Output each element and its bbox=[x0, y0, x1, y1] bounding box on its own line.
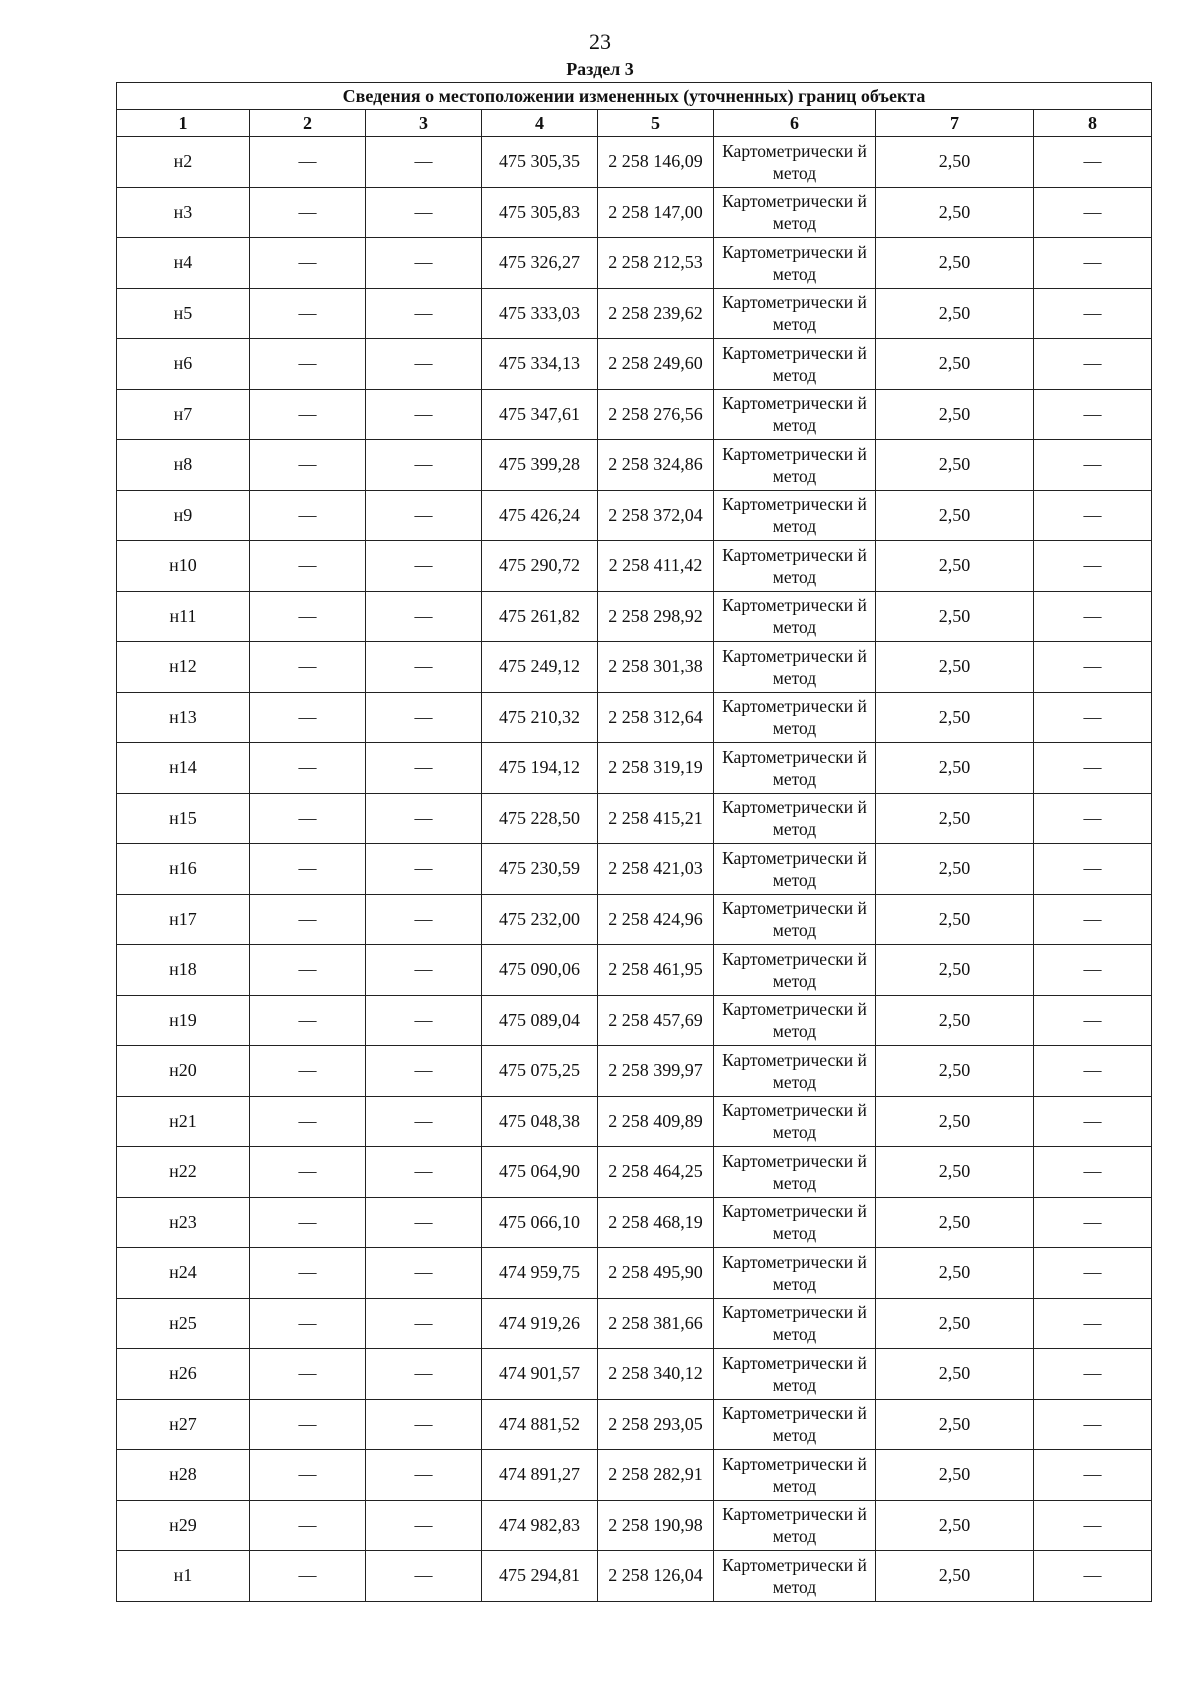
table-row bbox=[117, 692, 1152, 743]
column-header-2: 2 bbox=[250, 110, 366, 137]
x-coordinate-cell: 475 333,03 bbox=[482, 288, 598, 339]
empty-col8-cell: — bbox=[1034, 1248, 1152, 1299]
column-header-6: 6 bbox=[714, 110, 876, 137]
y-coordinate-cell: 2 258 239,62 bbox=[598, 288, 714, 339]
y-coordinate-cell: 2 258 411,42 bbox=[598, 541, 714, 592]
method-cell: Картометрически й метод bbox=[714, 541, 876, 592]
x-coordinate-cell: 475 261,82 bbox=[482, 591, 598, 642]
empty-col3-cell: — bbox=[366, 1450, 482, 1501]
x-coordinate-cell: 475 399,28 bbox=[482, 440, 598, 491]
empty-col8-cell: — bbox=[1034, 288, 1152, 339]
empty-col2-cell: — bbox=[250, 642, 366, 693]
table-row bbox=[117, 945, 1152, 996]
empty-col2-cell: — bbox=[250, 1147, 366, 1198]
point-label-cell: н22 bbox=[117, 1147, 250, 1198]
empty-col3-cell: — bbox=[366, 1248, 482, 1299]
empty-col8-cell: — bbox=[1034, 238, 1152, 289]
empty-col8-cell: — bbox=[1034, 995, 1152, 1046]
empty-col8-cell: — bbox=[1034, 1147, 1152, 1198]
accuracy-cell: 2,50 bbox=[876, 844, 1034, 895]
empty-col2-cell: — bbox=[250, 793, 366, 844]
method-cell: Картометрически й метод bbox=[714, 1046, 876, 1097]
empty-col3-cell: — bbox=[366, 1349, 482, 1400]
table-row bbox=[117, 187, 1152, 238]
empty-col2-cell: — bbox=[250, 288, 366, 339]
y-coordinate-cell: 2 258 147,00 bbox=[598, 187, 714, 238]
x-coordinate-cell: 475 230,59 bbox=[482, 844, 598, 895]
x-coordinate-cell: 475 075,25 bbox=[482, 1046, 598, 1097]
point-label-cell: н26 bbox=[117, 1349, 250, 1400]
empty-col2-cell: — bbox=[250, 1046, 366, 1097]
y-coordinate-cell: 2 258 301,38 bbox=[598, 642, 714, 693]
point-label-cell: н10 bbox=[117, 541, 250, 592]
accuracy-cell: 2,50 bbox=[876, 187, 1034, 238]
empty-col3-cell: — bbox=[366, 692, 482, 743]
method-cell: Картометрически й метод bbox=[714, 945, 876, 996]
empty-col2-cell: — bbox=[250, 389, 366, 440]
page-number: 23 bbox=[589, 29, 611, 54]
y-coordinate-cell: 2 258 276,56 bbox=[598, 389, 714, 440]
method-cell: Картометрически й метод bbox=[714, 844, 876, 895]
empty-col8-cell: — bbox=[1034, 541, 1152, 592]
point-label-cell: н27 bbox=[117, 1399, 250, 1450]
boundary-coordinates-table bbox=[116, 82, 1152, 1602]
y-coordinate-cell: 2 258 399,97 bbox=[598, 1046, 714, 1097]
point-label-cell: н2 bbox=[117, 137, 250, 188]
empty-col2-cell: — bbox=[250, 238, 366, 289]
point-label-cell: н6 bbox=[117, 339, 250, 390]
method-cell: Картометрически й метод bbox=[714, 288, 876, 339]
point-label-cell: н20 bbox=[117, 1046, 250, 1097]
accuracy-cell: 2,50 bbox=[876, 1046, 1034, 1097]
point-label-cell: н3 bbox=[117, 187, 250, 238]
accuracy-cell: 2,50 bbox=[876, 1197, 1034, 1248]
table-row bbox=[117, 591, 1152, 642]
empty-col2-cell: — bbox=[250, 490, 366, 541]
empty-col3-cell: — bbox=[366, 339, 482, 390]
empty-col2-cell: — bbox=[250, 541, 366, 592]
y-coordinate-cell: 2 258 415,21 bbox=[598, 793, 714, 844]
empty-col2-cell: — bbox=[250, 1248, 366, 1299]
y-coordinate-cell: 2 258 126,04 bbox=[598, 1551, 714, 1602]
empty-col3-cell: — bbox=[366, 894, 482, 945]
x-coordinate-cell: 475 089,04 bbox=[482, 995, 598, 1046]
y-coordinate-cell: 2 258 282,91 bbox=[598, 1450, 714, 1501]
accuracy-cell: 2,50 bbox=[876, 541, 1034, 592]
accuracy-cell: 2,50 bbox=[876, 1147, 1034, 1198]
table-row bbox=[117, 995, 1152, 1046]
method-cell: Картометрически й метод bbox=[714, 137, 876, 188]
y-coordinate-cell: 2 258 324,86 bbox=[598, 440, 714, 491]
table-row bbox=[117, 339, 1152, 390]
y-coordinate-cell: 2 258 319,19 bbox=[598, 743, 714, 794]
table-row bbox=[117, 490, 1152, 541]
empty-col8-cell: — bbox=[1034, 137, 1152, 188]
table-row bbox=[117, 541, 1152, 592]
table-row bbox=[117, 1197, 1152, 1248]
empty-col8-cell: — bbox=[1034, 440, 1152, 491]
table-row bbox=[117, 844, 1152, 895]
method-cell: Картометрически й метод bbox=[714, 1349, 876, 1400]
x-coordinate-cell: 474 982,83 bbox=[482, 1500, 598, 1551]
method-cell: Картометрически й метод bbox=[714, 1500, 876, 1551]
method-cell: Картометрически й метод bbox=[714, 1096, 876, 1147]
table-row bbox=[117, 137, 1152, 188]
method-cell: Картометрически й метод bbox=[714, 1147, 876, 1198]
y-coordinate-cell: 2 258 212,53 bbox=[598, 238, 714, 289]
point-label-cell: н18 bbox=[117, 945, 250, 996]
accuracy-cell: 2,50 bbox=[876, 945, 1034, 996]
column-header-4: 4 bbox=[482, 110, 598, 137]
empty-col2-cell: — bbox=[250, 1349, 366, 1400]
table-row bbox=[117, 743, 1152, 794]
method-cell: Картометрически й метод bbox=[714, 490, 876, 541]
method-cell: Картометрически й метод bbox=[714, 1298, 876, 1349]
x-coordinate-cell: 475 228,50 bbox=[482, 793, 598, 844]
x-coordinate-cell: 474 919,26 bbox=[482, 1298, 598, 1349]
x-coordinate-cell: 474 891,27 bbox=[482, 1450, 598, 1501]
empty-col2-cell: — bbox=[250, 440, 366, 491]
method-cell: Картометрически й метод bbox=[714, 692, 876, 743]
empty-col3-cell: — bbox=[366, 440, 482, 491]
point-label-cell: н29 bbox=[117, 1500, 250, 1551]
table-row bbox=[117, 1046, 1152, 1097]
y-coordinate-cell: 2 258 468,19 bbox=[598, 1197, 714, 1248]
column-header-7: 7 bbox=[876, 110, 1034, 137]
table-body bbox=[117, 137, 1152, 1602]
section-title: Раздел 3 bbox=[566, 59, 634, 79]
accuracy-cell: 2,50 bbox=[876, 490, 1034, 541]
accuracy-cell: 2,50 bbox=[876, 1551, 1034, 1602]
accuracy-cell: 2,50 bbox=[876, 1450, 1034, 1501]
accuracy-cell: 2,50 bbox=[876, 1298, 1034, 1349]
method-cell: Картометрически й метод bbox=[714, 995, 876, 1046]
empty-col8-cell: — bbox=[1034, 1450, 1152, 1501]
empty-col2-cell: — bbox=[250, 1096, 366, 1147]
x-coordinate-cell: 475 347,61 bbox=[482, 389, 598, 440]
table-row bbox=[117, 1551, 1152, 1602]
empty-col8-cell: — bbox=[1034, 490, 1152, 541]
table-row bbox=[117, 1399, 1152, 1450]
accuracy-cell: 2,50 bbox=[876, 440, 1034, 491]
column-header-3: 3 bbox=[366, 110, 482, 137]
y-coordinate-cell: 2 258 381,66 bbox=[598, 1298, 714, 1349]
empty-col3-cell: — bbox=[366, 490, 482, 541]
y-coordinate-cell: 2 258 190,98 bbox=[598, 1500, 714, 1551]
x-coordinate-cell: 475 294,81 bbox=[482, 1551, 598, 1602]
accuracy-cell: 2,50 bbox=[876, 591, 1034, 642]
empty-col8-cell: — bbox=[1034, 187, 1152, 238]
empty-col3-cell: — bbox=[366, 288, 482, 339]
accuracy-cell: 2,50 bbox=[876, 692, 1034, 743]
accuracy-cell: 2,50 bbox=[876, 389, 1034, 440]
method-cell: Картометрически й метод bbox=[714, 1197, 876, 1248]
empty-col3-cell: — bbox=[366, 995, 482, 1046]
y-coordinate-cell: 2 258 424,96 bbox=[598, 894, 714, 945]
empty-col3-cell: — bbox=[366, 1551, 482, 1602]
accuracy-cell: 2,50 bbox=[876, 1500, 1034, 1551]
x-coordinate-cell: 475 064,90 bbox=[482, 1147, 598, 1198]
y-coordinate-cell: 2 258 298,92 bbox=[598, 591, 714, 642]
accuracy-cell: 2,50 bbox=[876, 793, 1034, 844]
empty-col2-cell: — bbox=[250, 1298, 366, 1349]
accuracy-cell: 2,50 bbox=[876, 642, 1034, 693]
x-coordinate-cell: 475 048,38 bbox=[482, 1096, 598, 1147]
point-label-cell: н5 bbox=[117, 288, 250, 339]
table-row bbox=[117, 288, 1152, 339]
y-coordinate-cell: 2 258 372,04 bbox=[598, 490, 714, 541]
point-label-cell: н24 bbox=[117, 1248, 250, 1299]
empty-col3-cell: — bbox=[366, 1500, 482, 1551]
point-label-cell: н28 bbox=[117, 1450, 250, 1501]
y-coordinate-cell: 2 258 457,69 bbox=[598, 995, 714, 1046]
empty-col3-cell: — bbox=[366, 945, 482, 996]
empty-col2-cell: — bbox=[250, 137, 366, 188]
x-coordinate-cell: 474 901,57 bbox=[482, 1349, 598, 1400]
empty-col8-cell: — bbox=[1034, 894, 1152, 945]
table-row bbox=[117, 642, 1152, 693]
empty-col8-cell: — bbox=[1034, 1551, 1152, 1602]
empty-col8-cell: — bbox=[1034, 743, 1152, 794]
y-coordinate-cell: 2 258 293,05 bbox=[598, 1399, 714, 1450]
point-label-cell: н23 bbox=[117, 1197, 250, 1248]
table-row bbox=[117, 1096, 1152, 1147]
accuracy-cell: 2,50 bbox=[876, 743, 1034, 794]
column-header-5: 5 bbox=[598, 110, 714, 137]
empty-col2-cell: — bbox=[250, 1500, 366, 1551]
empty-col2-cell: — bbox=[250, 844, 366, 895]
x-coordinate-cell: 475 305,35 bbox=[482, 137, 598, 188]
method-cell: Картометрически й метод bbox=[714, 793, 876, 844]
column-header-1: 1 bbox=[117, 110, 250, 137]
accuracy-cell: 2,50 bbox=[876, 1248, 1034, 1299]
y-coordinate-cell: 2 258 146,09 bbox=[598, 137, 714, 188]
method-cell: Картометрически й метод bbox=[714, 1551, 876, 1602]
point-label-cell: н1 bbox=[117, 1551, 250, 1602]
empty-col8-cell: — bbox=[1034, 793, 1152, 844]
empty-col2-cell: — bbox=[250, 1551, 366, 1602]
point-label-cell: н12 bbox=[117, 642, 250, 693]
accuracy-cell: 2,50 bbox=[876, 137, 1034, 188]
empty-col2-cell: — bbox=[250, 995, 366, 1046]
empty-col8-cell: — bbox=[1034, 692, 1152, 743]
method-cell: Картометрически й метод bbox=[714, 743, 876, 794]
accuracy-cell: 2,50 bbox=[876, 339, 1034, 390]
y-coordinate-cell: 2 258 409,89 bbox=[598, 1096, 714, 1147]
x-coordinate-cell: 475 194,12 bbox=[482, 743, 598, 794]
empty-col8-cell: — bbox=[1034, 945, 1152, 996]
empty-col3-cell: — bbox=[366, 642, 482, 693]
empty-col8-cell: — bbox=[1034, 1096, 1152, 1147]
empty-col2-cell: — bbox=[250, 894, 366, 945]
method-cell: Картометрически й метод bbox=[714, 1399, 876, 1450]
point-label-cell: н19 bbox=[117, 995, 250, 1046]
y-coordinate-cell: 2 258 421,03 bbox=[598, 844, 714, 895]
table-caption: Сведения о местоположении измененных (уточненных) границ объекта bbox=[117, 83, 1152, 110]
accuracy-cell: 2,50 bbox=[876, 1096, 1034, 1147]
y-coordinate-cell: 2 258 312,64 bbox=[598, 692, 714, 743]
empty-col2-cell: — bbox=[250, 743, 366, 794]
empty-col8-cell: — bbox=[1034, 1197, 1152, 1248]
column-header-8: 8 bbox=[1034, 110, 1152, 137]
table-row bbox=[117, 440, 1152, 491]
table-row bbox=[117, 1147, 1152, 1198]
point-label-cell: н17 bbox=[117, 894, 250, 945]
empty-col3-cell: — bbox=[366, 1147, 482, 1198]
table-row bbox=[117, 1349, 1152, 1400]
accuracy-cell: 2,50 bbox=[876, 1399, 1034, 1450]
empty-col8-cell: — bbox=[1034, 339, 1152, 390]
y-coordinate-cell: 2 258 340,12 bbox=[598, 1349, 714, 1400]
y-coordinate-cell: 2 258 495,90 bbox=[598, 1248, 714, 1299]
point-label-cell: н25 bbox=[117, 1298, 250, 1349]
accuracy-cell: 2,50 bbox=[876, 995, 1034, 1046]
point-label-cell: н7 bbox=[117, 389, 250, 440]
y-coordinate-cell: 2 258 249,60 bbox=[598, 339, 714, 390]
empty-col2-cell: — bbox=[250, 187, 366, 238]
empty-col2-cell: — bbox=[250, 1197, 366, 1248]
table-row bbox=[117, 1298, 1152, 1349]
point-label-cell: н4 bbox=[117, 238, 250, 289]
point-label-cell: н13 bbox=[117, 692, 250, 743]
empty-col8-cell: — bbox=[1034, 591, 1152, 642]
empty-col2-cell: — bbox=[250, 1450, 366, 1501]
table-row bbox=[117, 1500, 1152, 1551]
x-coordinate-cell: 475 334,13 bbox=[482, 339, 598, 390]
empty-col8-cell: — bbox=[1034, 1500, 1152, 1551]
method-cell: Картометрически й метод bbox=[714, 1248, 876, 1299]
method-cell: Картометрически й метод bbox=[714, 440, 876, 491]
point-label-cell: н14 bbox=[117, 743, 250, 794]
x-coordinate-cell: 475 232,00 bbox=[482, 894, 598, 945]
point-label-cell: н11 bbox=[117, 591, 250, 642]
x-coordinate-cell: 474 881,52 bbox=[482, 1399, 598, 1450]
empty-col8-cell: — bbox=[1034, 1399, 1152, 1450]
empty-col3-cell: — bbox=[366, 1096, 482, 1147]
empty-col3-cell: — bbox=[366, 1197, 482, 1248]
accuracy-cell: 2,50 bbox=[876, 238, 1034, 289]
point-label-cell: н16 bbox=[117, 844, 250, 895]
empty-col3-cell: — bbox=[366, 389, 482, 440]
y-coordinate-cell: 2 258 464,25 bbox=[598, 1147, 714, 1198]
x-coordinate-cell: 475 305,83 bbox=[482, 187, 598, 238]
accuracy-cell: 2,50 bbox=[876, 288, 1034, 339]
x-coordinate-cell: 475 249,12 bbox=[482, 642, 598, 693]
empty-col2-cell: — bbox=[250, 339, 366, 390]
empty-col2-cell: — bbox=[250, 1399, 366, 1450]
x-coordinate-cell: 474 959,75 bbox=[482, 1248, 598, 1299]
empty-col3-cell: — bbox=[366, 743, 482, 794]
method-cell: Картометрически й метод bbox=[714, 389, 876, 440]
empty-col3-cell: — bbox=[366, 137, 482, 188]
x-coordinate-cell: 475 066,10 bbox=[482, 1197, 598, 1248]
empty-col8-cell: — bbox=[1034, 1349, 1152, 1400]
column-number-row bbox=[117, 110, 1152, 137]
empty-col3-cell: — bbox=[366, 1298, 482, 1349]
x-coordinate-cell: 475 326,27 bbox=[482, 238, 598, 289]
empty-col3-cell: — bbox=[366, 793, 482, 844]
method-cell: Картометрически й метод bbox=[714, 591, 876, 642]
empty-col2-cell: — bbox=[250, 591, 366, 642]
point-label-cell: н8 bbox=[117, 440, 250, 491]
point-label-cell: н21 bbox=[117, 1096, 250, 1147]
empty-col3-cell: — bbox=[366, 187, 482, 238]
method-cell: Картометрически й метод bbox=[714, 1450, 876, 1501]
table-row bbox=[117, 389, 1152, 440]
point-label-cell: н15 bbox=[117, 793, 250, 844]
empty-col3-cell: — bbox=[366, 1399, 482, 1450]
empty-col8-cell: — bbox=[1034, 844, 1152, 895]
x-coordinate-cell: 475 290,72 bbox=[482, 541, 598, 592]
table-row bbox=[117, 1450, 1152, 1501]
x-coordinate-cell: 475 210,32 bbox=[482, 692, 598, 743]
y-coordinate-cell: 2 258 461,95 bbox=[598, 945, 714, 996]
empty-col8-cell: — bbox=[1034, 642, 1152, 693]
empty-col8-cell: — bbox=[1034, 1298, 1152, 1349]
empty-col3-cell: — bbox=[366, 1046, 482, 1097]
empty-col2-cell: — bbox=[250, 692, 366, 743]
x-coordinate-cell: 475 090,06 bbox=[482, 945, 598, 996]
method-cell: Картометрически й метод bbox=[714, 238, 876, 289]
empty-col2-cell: — bbox=[250, 945, 366, 996]
method-cell: Картометрически й метод bbox=[714, 642, 876, 693]
method-cell: Картометрически й метод bbox=[714, 339, 876, 390]
method-cell: Картометрически й метод bbox=[714, 187, 876, 238]
empty-col3-cell: — bbox=[366, 844, 482, 895]
empty-col3-cell: — bbox=[366, 541, 482, 592]
point-label-cell: н9 bbox=[117, 490, 250, 541]
method-cell: Картометрически й метод bbox=[714, 894, 876, 945]
empty-col3-cell: — bbox=[366, 238, 482, 289]
empty-col3-cell: — bbox=[366, 591, 482, 642]
empty-col8-cell: — bbox=[1034, 1046, 1152, 1097]
x-coordinate-cell: 475 426,24 bbox=[482, 490, 598, 541]
accuracy-cell: 2,50 bbox=[876, 1349, 1034, 1400]
table-row bbox=[117, 238, 1152, 289]
table-row bbox=[117, 894, 1152, 945]
table-row bbox=[117, 793, 1152, 844]
table-row bbox=[117, 1248, 1152, 1299]
accuracy-cell: 2,50 bbox=[876, 894, 1034, 945]
empty-col8-cell: — bbox=[1034, 389, 1152, 440]
